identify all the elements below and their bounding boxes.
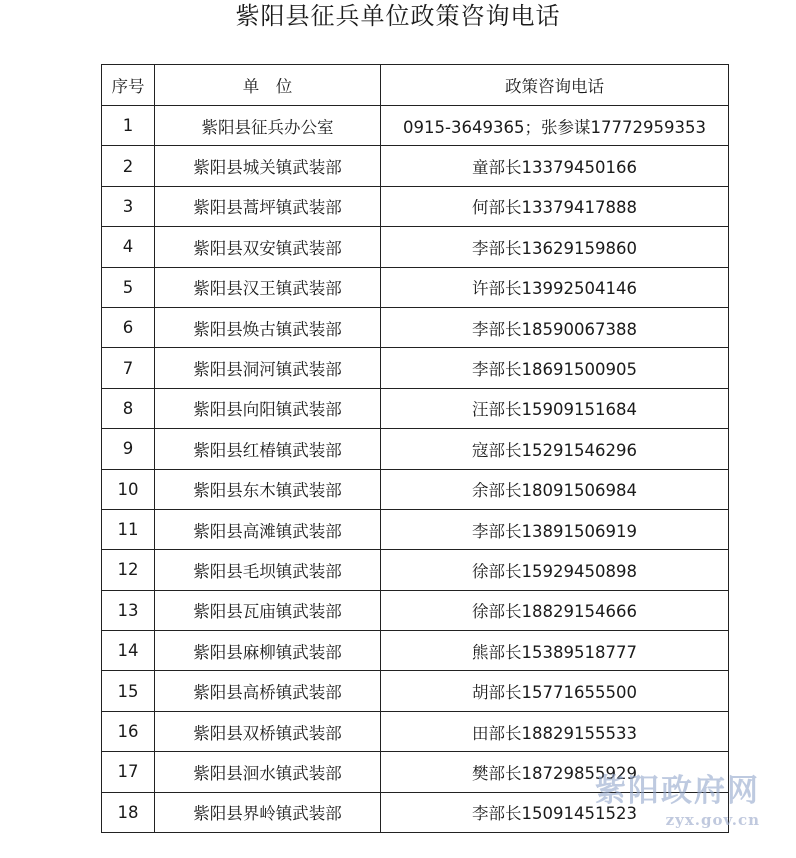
table-row [102,631,729,671]
table-row [102,106,729,146]
table-row [102,792,729,832]
cell-phone: 许部长13992504146 [381,267,729,307]
cell-no: 10 [102,469,155,509]
cell-no: 12 [102,550,155,590]
contacts-table [101,64,729,833]
cell-phone: 胡部长15771655500 [381,671,729,711]
table-header-row [102,65,729,106]
cell-no: 11 [102,509,155,549]
table-row [102,469,729,509]
table-row [102,227,729,267]
cell-no: 18 [102,792,155,832]
cell-phone: 寇部长15291546296 [381,429,729,469]
cell-phone: 田部长18829155533 [381,711,729,751]
table-body [102,106,729,833]
cell-unit: 紫阳县麻柳镇武装部 [155,631,381,671]
cell-unit: 紫阳县瓦庙镇武装部 [155,590,381,630]
header-unit: 单 位 [155,65,381,106]
cell-unit: 紫阳县毛坝镇武装部 [155,550,381,590]
table-row [102,267,729,307]
cell-no: 2 [102,146,155,186]
cell-phone: 余部长18091506984 [381,469,729,509]
cell-unit: 紫阳县向阳镇武装部 [155,388,381,428]
cell-unit: 紫阳县征兵办公室 [155,106,381,146]
cell-no: 7 [102,348,155,388]
cell-no: 9 [102,429,155,469]
cell-unit: 紫阳县洞河镇武装部 [155,348,381,388]
watermark-url: zyx.gov.cn [665,811,760,829]
cell-phone: 李部长13891506919 [381,509,729,549]
cell-unit: 紫阳县城关镇武装部 [155,146,381,186]
cell-phone: 李部长18691500905 [381,348,729,388]
table-row [102,671,729,711]
cell-phone: 李部长15091451523 [381,792,729,832]
cell-phone: 樊部长18729855929 [381,752,729,792]
table-row [102,348,729,388]
cell-no: 14 [102,631,155,671]
cell-unit: 紫阳县蒿坪镇武装部 [155,186,381,226]
table-row [102,509,729,549]
cell-phone: 汪部长15909151684 [381,388,729,428]
cell-unit: 紫阳县洄水镇武装部 [155,752,381,792]
page-title: 紫阳县征兵单位政策咨询电话 [235,2,561,30]
cell-no: 4 [102,227,155,267]
table-row [102,550,729,590]
cell-no: 16 [102,711,155,751]
cell-phone: 何部长13379417888 [381,186,729,226]
table-row [102,307,729,347]
cell-no: 8 [102,388,155,428]
table-row [102,388,729,428]
table-row [102,186,729,226]
cell-phone: 徐部长18829154666 [381,590,729,630]
cell-no: 13 [102,590,155,630]
cell-no: 1 [102,106,155,146]
cell-unit: 紫阳县双安镇武装部 [155,227,381,267]
cell-phone: 李部长18590067388 [381,307,729,347]
cell-unit: 紫阳县汉王镇武装部 [155,267,381,307]
header-phone: 政策咨询电话 [381,65,729,106]
cell-no: 5 [102,267,155,307]
cell-unit: 紫阳县界岭镇武装部 [155,792,381,832]
cell-no: 17 [102,752,155,792]
cell-unit: 紫阳县高滩镇武装部 [155,509,381,549]
cell-no: 15 [102,671,155,711]
cell-unit: 紫阳县双桥镇武装部 [155,711,381,751]
cell-phone: 童部长13379450166 [381,146,729,186]
cell-phone: 0915-3649365；张参谋17772959353 [381,106,729,146]
cell-unit: 紫阳县东木镇武装部 [155,469,381,509]
header-no: 序号 [102,65,155,106]
cell-unit: 紫阳县高桥镇武装部 [155,671,381,711]
cell-no: 3 [102,186,155,226]
cell-phone: 徐部长15929450898 [381,550,729,590]
cell-unit: 紫阳县焕古镇武装部 [155,307,381,347]
cell-phone: 李部长13629159860 [381,227,729,267]
cell-phone: 熊部长15389518777 [381,631,729,671]
table-row [102,146,729,186]
table-row [102,711,729,751]
table-row [102,590,729,630]
cell-no: 6 [102,307,155,347]
cell-unit: 紫阳县红椿镇武装部 [155,429,381,469]
table-row [102,429,729,469]
watermark-name: 紫阳政府网 [595,773,760,809]
table-row [102,752,729,792]
